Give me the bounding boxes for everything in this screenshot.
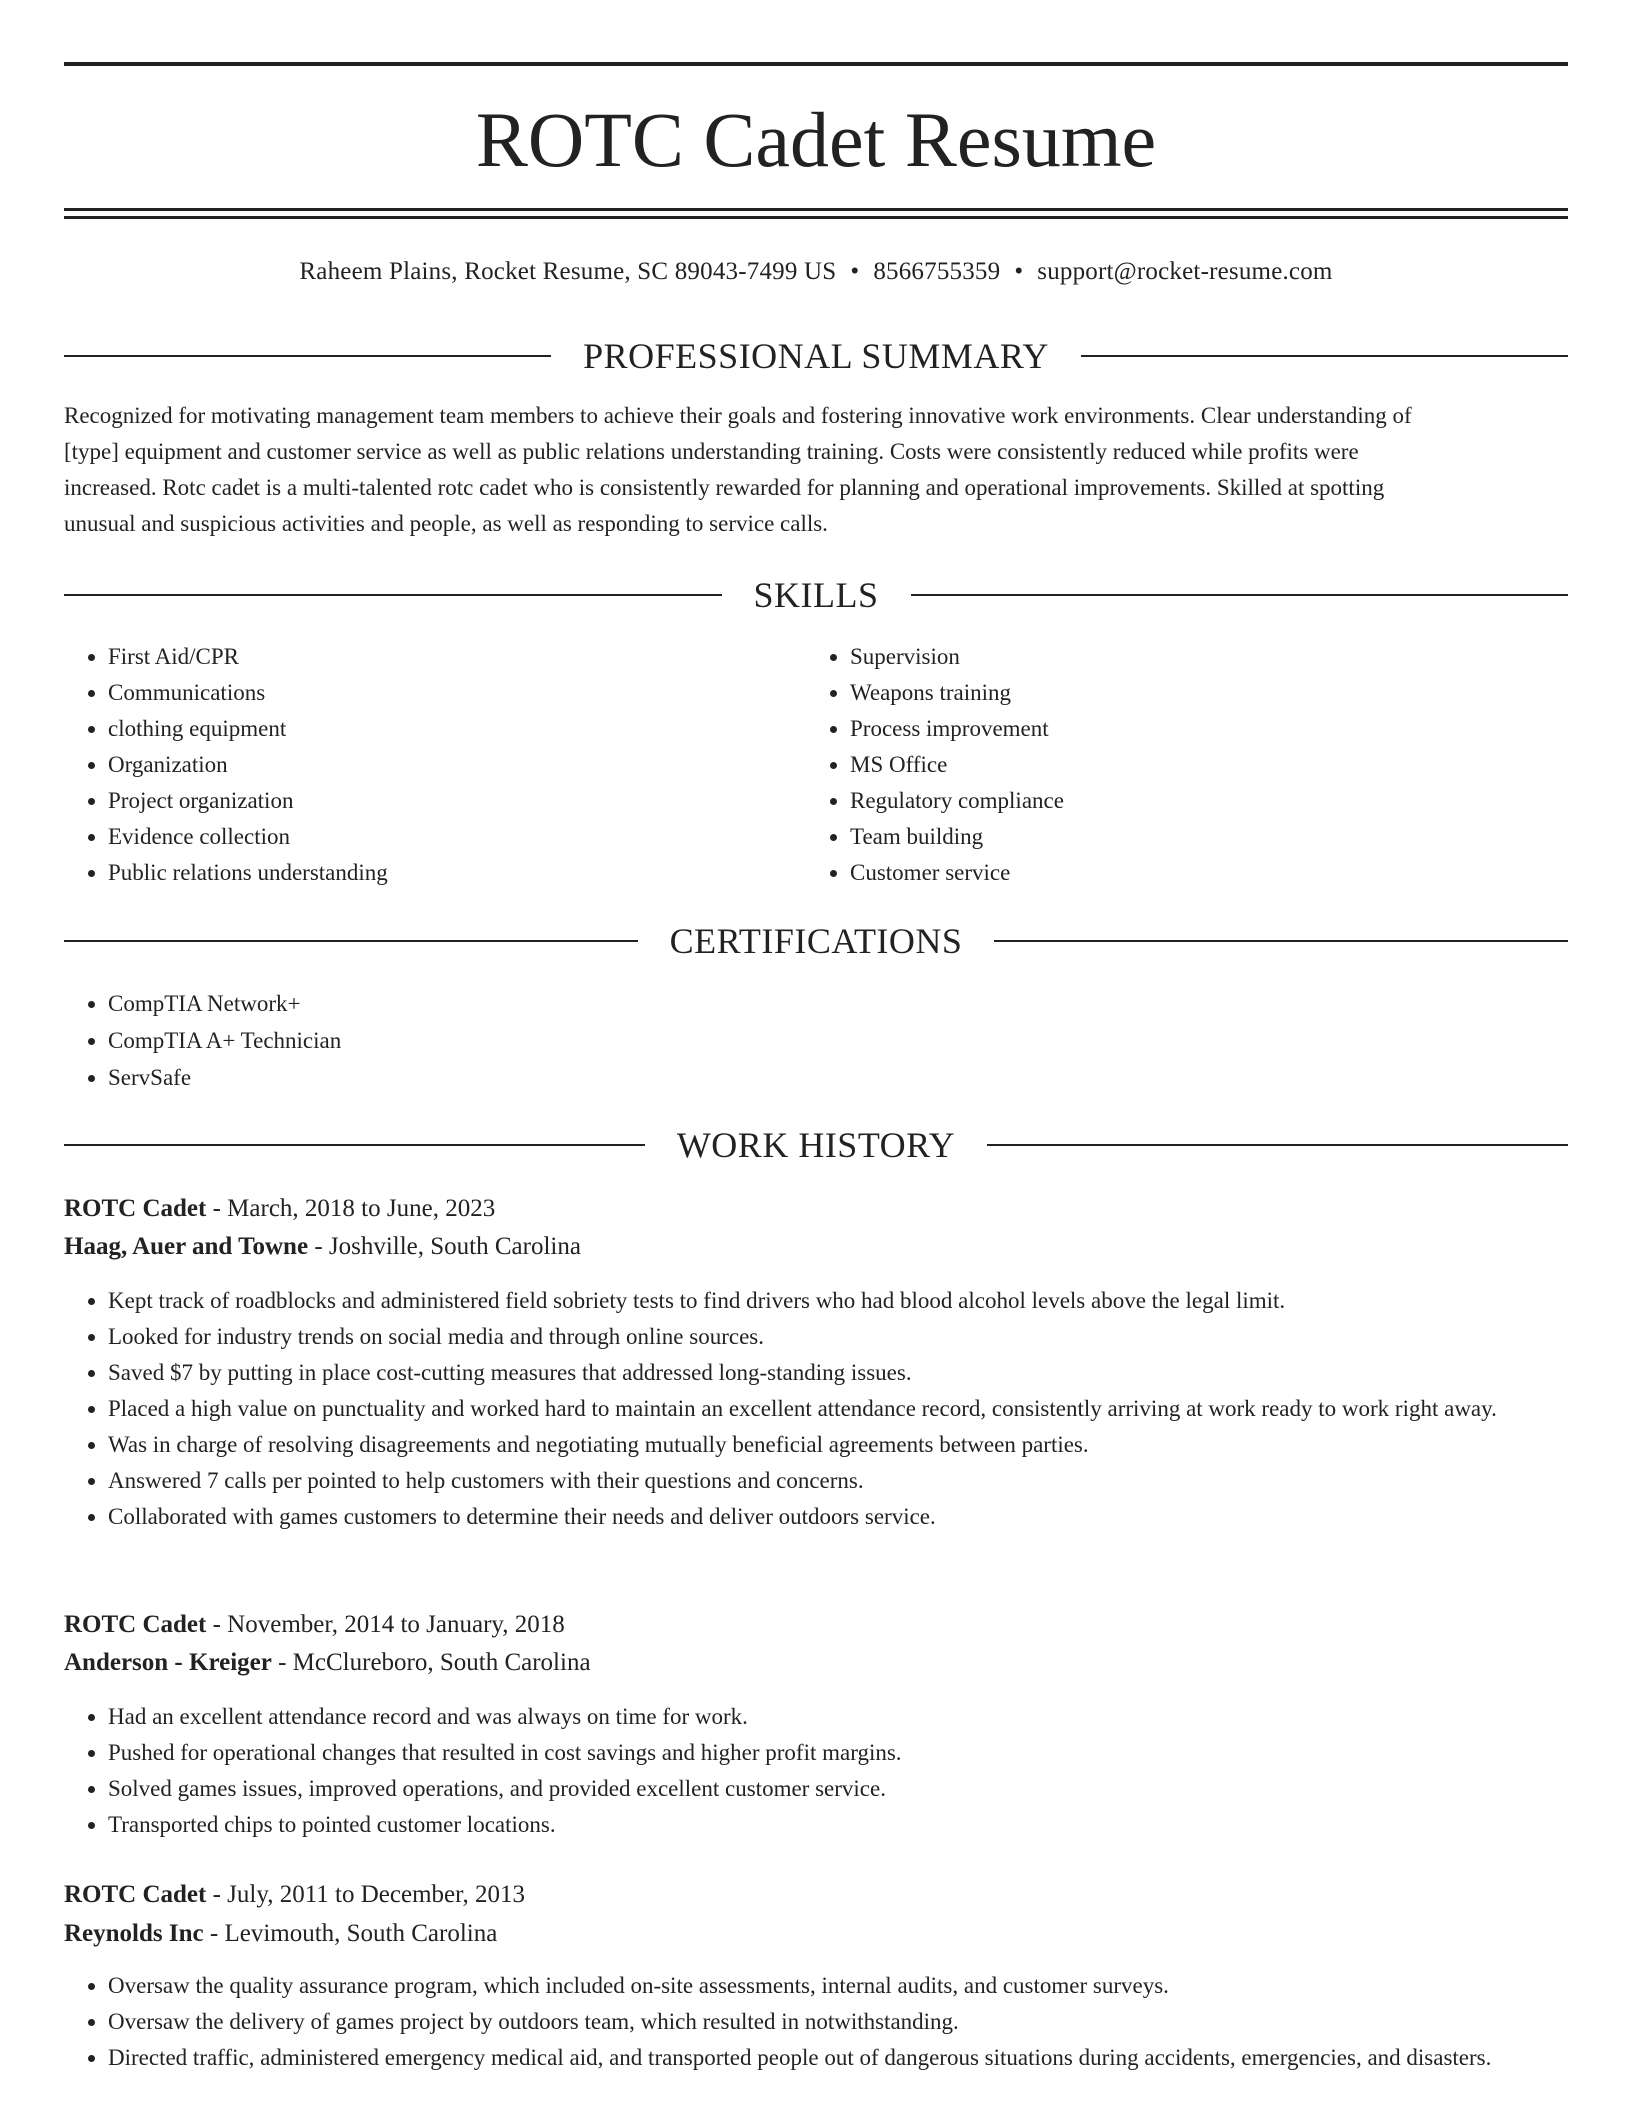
job-location: - McClureboro, South Carolina (271, 1649, 591, 1676)
job-bullet: • Kept track of roadblocks and administered field sobriety tests to find drivers who had blood alcohol levels above the legal limit. (108, 1283, 1612, 1319)
divider-line (987, 1144, 1568, 1146)
section-title: PROFESSIONAL SUMMARY (583, 336, 1049, 376)
section-heading-skills (64, 575, 1568, 615)
section-title: CERTIFICATIONS (669, 921, 963, 961)
skill-item: • Regulatory compliance (850, 783, 1530, 819)
job-bullet: • Transported chips to pointed customer locations. (108, 1807, 1612, 1843)
job-bullet: • Placed a high value on punctuality and worked hard to maintain an excellent attendance record, consistently arriving at work ready to work right away. (108, 1391, 1612, 1427)
job-title-line (64, 1190, 1568, 1228)
contact-phone: 8566755359 (873, 258, 1001, 285)
summary-line: increased. Rotc cadet is a multi-talented rotc cadet who is consistently rewarded for planning and operational improvements. Skilled at spotting (64, 475, 1385, 500)
job-company: Haag, Auer and Towne (64, 1233, 309, 1260)
skill-item: • Organization (108, 747, 788, 783)
job-bullet: • Was in charge of resolving disagreements and negotiating mutually beneficial agreements between parties. (108, 1427, 1612, 1463)
job-bullets (64, 1283, 1612, 1535)
divider-line (994, 940, 1568, 942)
divider-line (1081, 355, 1568, 357)
divider-line (64, 1144, 645, 1146)
job-title-line (64, 1606, 1568, 1644)
job-bullet: • Had an excellent attendance record and was always on time for work. (108, 1699, 1612, 1735)
skills-list-left (64, 639, 788, 891)
job-company: Anderson - Kreiger (64, 1649, 272, 1676)
section-heading-work (64, 1125, 1568, 1165)
job-bullet: • Answered 7 calls per pointed to help customers with their questions and concerns. (108, 1463, 1612, 1499)
contact-address: Raheem Plains, Rocket Resume, SC 89043-7499 US (299, 258, 837, 285)
job-dates: - November, 2014 to January, 2018 (206, 1611, 565, 1638)
job-company: Reynolds Inc (64, 1920, 204, 1947)
title-rule-upper (64, 208, 1568, 211)
skill-item: • First Aid/CPR (108, 639, 788, 675)
skill-item: • Public relations understanding (108, 855, 788, 891)
skill-item: • Weapons training (850, 675, 1530, 711)
job-bullets (64, 1699, 1612, 1843)
summary-paragraph (64, 398, 1568, 542)
job-bullets (64, 1968, 1612, 2076)
summary-line: [type] equipment and customer service as well as public relations understanding training. Costs were consistently reduced while profits were (64, 439, 1359, 464)
skill-item: • Process improvement (850, 711, 1530, 747)
job-title: ROTC Cadet (64, 1881, 207, 1908)
divider-line (911, 594, 1569, 596)
job-title: ROTC Cadet (64, 1611, 207, 1638)
job-company-line (64, 1228, 1568, 1266)
section-title: SKILLS (753, 575, 879, 615)
job-bullet: • Directed traffic, administered emergency medical aid, and transported people out of dangerous situations during accidents, emergencies, and disasters. (108, 2040, 1612, 2076)
summary-line: Recognized for motivating management team members to achieve their goals and fostering innovative work environments. Clear understanding of (64, 403, 1412, 428)
job-title-line (64, 1876, 1568, 1914)
job-bullet: • Oversaw the delivery of games project by outdoors team, which resulted in notwithstanding. (108, 2004, 1612, 2040)
job-dates: - July, 2011 to December, 2013 (206, 1881, 525, 1908)
job-company-line (64, 1915, 1568, 1953)
skills-list-right (806, 639, 1530, 891)
certification-item: • CompTIA A+ Technician (108, 1022, 1508, 1059)
divider-line (64, 355, 551, 357)
job-dates: - March, 2018 to June, 2023 (206, 1195, 496, 1222)
contact-line (64, 254, 1568, 290)
section-heading-certifications (64, 921, 1568, 961)
contact-email[interactable]: support@rocket-resume.com (1037, 258, 1333, 285)
contact-separator: • (850, 258, 860, 285)
job-title: ROTC Cadet (64, 1195, 207, 1222)
certification-item: • CompTIA Network+ (108, 985, 1508, 1022)
summary-line: unusual and suspicious activities and people, as well as responding to service calls. (64, 511, 828, 536)
skill-item: • Customer service (850, 855, 1530, 891)
skill-item: • MS Office (850, 747, 1530, 783)
top-rule (64, 62, 1568, 66)
section-heading-summary (64, 336, 1568, 376)
job-bullet: • Collaborated with games customers to determine their needs and deliver outdoors service. (108, 1499, 1612, 1535)
job-location: - Levimouth, South Carolina (203, 1920, 498, 1947)
job-bullet: • Oversaw the quality assurance program, which included on-site assessments, internal audits, and customer surveys. (108, 1968, 1612, 2004)
job-bullet: • Solved games issues, improved operations, and provided excellent customer service. (108, 1771, 1612, 1807)
resume-title: ROTC Cadet Resume (475, 96, 1157, 183)
skill-item: • Supervision (850, 639, 1530, 675)
job-location: - Joshville, South Carolina (308, 1233, 581, 1260)
contact-separator: • (1014, 258, 1024, 285)
certification-item: • ServSafe (108, 1059, 1508, 1096)
certifications-list (64, 985, 1508, 1096)
skill-item: • Project organization (108, 783, 788, 819)
job-company-line (64, 1644, 1568, 1682)
job-bullet: • Saved $7 by putting in place cost-cutting measures that addressed long-standing issues. (108, 1355, 1612, 1391)
job-bullet: • Pushed for operational changes that resulted in cost savings and higher profit margins. (108, 1735, 1612, 1771)
divider-line (64, 594, 722, 596)
skill-item: • Evidence collection (108, 819, 788, 855)
section-title: WORK HISTORY (676, 1125, 956, 1165)
skill-item: • Team building (850, 819, 1530, 855)
skill-item: • clothing equipment (108, 711, 788, 747)
title-rule-lower (64, 216, 1568, 219)
skill-item: • Communications (108, 675, 788, 711)
job-bullet: • Looked for industry trends on social media and through online sources. (108, 1319, 1612, 1355)
divider-line (64, 940, 638, 942)
